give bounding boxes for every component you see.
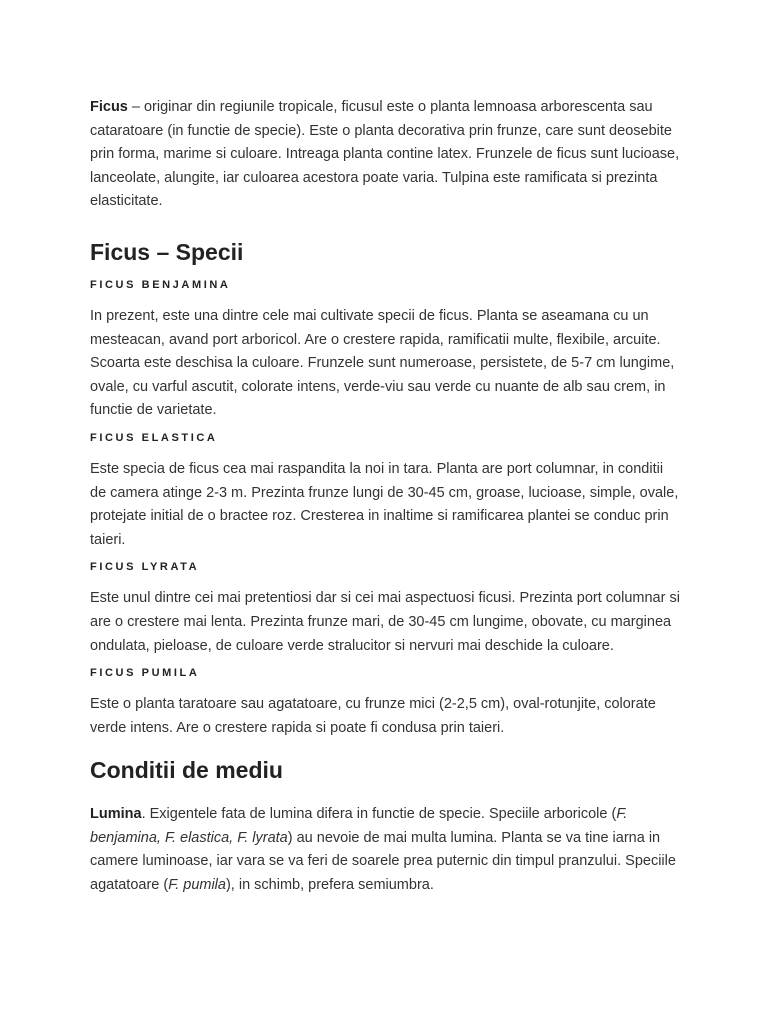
intro-text: – originar din regiunile tropicale, ficusul este o planta lemnoasa arborescenta sau cataratoare (in functie de specie). Este o planta decorativa prin frunze, care sunt deosebite prin forma, marime si culoare. Intreaga planta contine latex. Frunzele de ficus sunt lucioase, lanceolate, alungite, iar culoarea acestora poate varia. Tulpina este ramificata si prezinta elasticitate. xyxy=(90,99,680,210)
article-body xyxy=(90,96,680,898)
species-text-elastica: Este specia de ficus cea mai raspandita la noi in tara. Planta are port columnar, in conditii de camera atinge 2-3 m. Prezinta frunze lungi de 30-45 cm, groase, lucioase, simple, ovale, protejate initial de o bractee roz. Cresterea in inaltime si ramificarea plantei se conduc prin taieri. xyxy=(90,460,679,548)
species-name-pumila: FICUS PUMILA xyxy=(90,667,200,680)
light-paragraph xyxy=(90,803,680,897)
species-heading: Ficus – Specii xyxy=(90,238,244,265)
intro-paragraph xyxy=(90,96,680,214)
species-text-pumila: Este o planta taratoare sau agatatoare, cu frunze mici (2-2,5 cm), oval-rotunjite, colorate verde intens. Are o crestere rapida si poate fi condusa prin taieri. xyxy=(90,696,656,736)
light-species-italic-1: F. benjamina, F. elastica, F. lyrata xyxy=(90,806,628,846)
conditions-heading: Conditii de mediu xyxy=(90,757,283,784)
light-text-2: ) au nevoie de mai multa lumina. Planta se va tine iarna in camere luminoase, iar vara se va feri de soarele prea puternic din timpul pranzului. Speciile agatatoare ( xyxy=(90,829,676,894)
light-species-italic-2: F. pumila xyxy=(168,877,226,894)
species-name-elastica: FICUS ELASTICA xyxy=(90,431,218,444)
species-name-benjamina: FICUS BENJAMINA xyxy=(90,278,231,291)
light-term: Lumina xyxy=(90,806,142,823)
light-text-3: ), in schimb, prefera semiumbra. xyxy=(225,877,434,894)
light-text-1: . Exigentele fata de lumina difera in functie de specie. Speciile arboricole ( xyxy=(141,806,617,823)
species-text-benjamina: In prezent, este una dintre cele mai cultivate specii de ficus. Planta se aseamana cu un mesteacan, avand port arboricol. Are o crestere rapida, ramificatii multe, flexibile, arcuite. Scoarta este deschisa la culoare. Frunzele sunt numeroase, persistete, de 5-7 cm lungime, ovale, cu varful ascutit, colorate intens, verde-viu sau verde cu nuante de alb sau crem, in functie de varietate. xyxy=(90,307,675,419)
intro-term: Ficus xyxy=(90,99,128,115)
species-text-lyrata: Este unul dintre cei mai pretentiosi dar si cei mai aspectuosi ficusi. Prezinta port columnar si are o crestere mai lenta. Prezinta frunze mari, de 30-45 cm lungime, obovate, cu marginea ondulata, pieloase, de culoare verde stralucitor si nervuri mai deschide la culoare. xyxy=(90,590,680,654)
species-name-lyrata: FICUS LYRATA xyxy=(90,561,200,574)
